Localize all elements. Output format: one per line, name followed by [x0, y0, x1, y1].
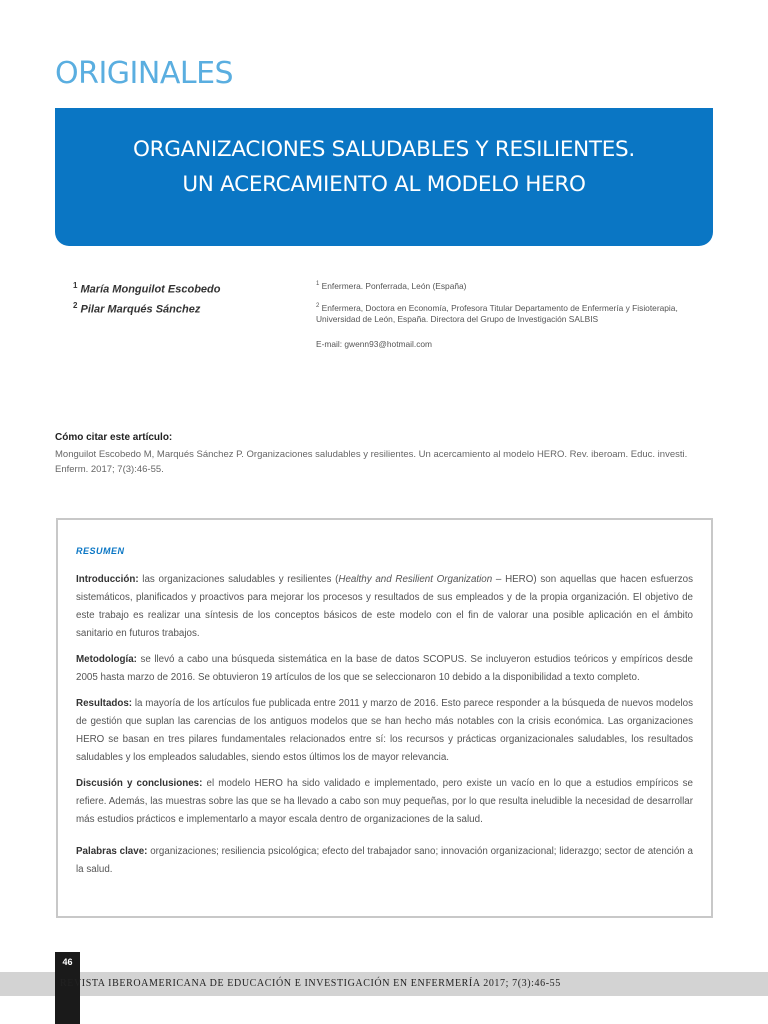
- affiliations: [316, 279, 716, 359]
- introduction-text-b: – HERO) son aquellas que hacen esfuerzos sistemáticos, planificados y proactivos para mejorar los procesos y resultados de sus empleados y de la propia organización. El objetivo de este trabajo es realizar una síntesis de los conceptos básicos de este modelo con el fin de valorar una posible aplicación en el ámbito sanitario en futuros trabajos.: [76, 574, 693, 639]
- keywords-text: organizaciones; resiliencia psicológica; efecto del trabajador sano; innovación organizacional; liderazgo; sector de atención a la salud.: [76, 846, 693, 875]
- results-label: Resultados:: [76, 698, 133, 709]
- author-email[interactable]: E-mail: gwenn93@hotmail.com: [316, 338, 433, 349]
- author-1: [73, 278, 220, 298]
- methodology-label: Metodología:: [76, 654, 137, 665]
- affiliation-2-sup: 2: [316, 302, 320, 309]
- affiliation-1-sup: 1: [316, 281, 320, 287]
- affiliation-1: [316, 279, 716, 292]
- abstract-results: [76, 695, 693, 767]
- citation-text: Monguilot Escobedo M, Marqués Sánchez P. Organizaciones saludables y resilientes. Un acercamiento al modelo HERO. Rev. iberoam. Educ. investi. Enferm. 2017; 7(3):46-55.: [55, 449, 688, 475]
- section-label: ORIGINALES: [55, 56, 234, 91]
- abstract-box: [56, 518, 713, 918]
- citation-block: [55, 432, 715, 477]
- introduction-text-italic: Healthy and Resilient Organization: [338, 574, 493, 585]
- author-2-sup: 2: [73, 300, 78, 310]
- article-title-line-1: ORGANIZACIONES SALUDABLES Y RESILIENTES.: [133, 137, 635, 162]
- abstract-keywords: [76, 843, 693, 879]
- keywords-label: Palabras clave:: [76, 846, 148, 857]
- author-2-name: Pilar Marqués Sánchez: [80, 303, 201, 316]
- footer-band: [0, 972, 768, 996]
- abstract-discussion: [76, 775, 693, 829]
- affiliation-2-text: Enfermera, Doctora en Economía, Profesora Titular Departamento de Enfermería y Fisioterapia, Universidad de León, España. Directora del Grupo de Investigación SALBIS: [316, 302, 678, 324]
- introduction-label: Introducción:: [76, 574, 139, 585]
- abstract-title: RESUMEN: [76, 546, 125, 556]
- affiliation-1-text: Enfermera. Ponferrada, León (España): [321, 280, 467, 291]
- article-title-banner: [55, 108, 713, 246]
- page-number: 46: [55, 952, 80, 972]
- introduction-text-a: las organizaciones saludables y resilientes (: [138, 574, 339, 585]
- author-2: [73, 298, 220, 318]
- page-number-tab-lower: [55, 996, 80, 1024]
- article-title-line-2: UN ACERCAMIENTO AL MODELO HERO: [182, 172, 586, 197]
- citation-title: Cómo citar este artículo:: [55, 432, 173, 443]
- methodology-text: se llevó a cabo una búsqueda sistemática en la base de datos SCOPUS. Se incluyeron estudios teóricos y empíricos desde 2005 hasta marzo de 2016. Se obtuvieron 19 artículos de los que se seleccionaron 10 debido a la disponibilidad a texto completo.: [76, 654, 693, 683]
- abstract-introduction: [76, 571, 693, 643]
- author-1-name: María Monguilot Escobedo: [80, 283, 221, 296]
- author-list: [73, 278, 220, 317]
- discussion-label: Discusión y conclusiones:: [76, 778, 203, 789]
- affiliation-2: [316, 301, 716, 325]
- abstract-methodology: [76, 651, 693, 687]
- journal-reference: REVISTA IBEROAMERICANA DE EDUCACIÓN E INVESTIGACIÓN EN ENFERMERÍA 2017; 7(3):46-55: [60, 978, 561, 989]
- author-1-sup: 1: [73, 281, 78, 290]
- results-text: la mayoría de los artículos fue publicada entre 2011 y marzo de 2016. Esto parece responder a la búsqueda de nuevos modelos de gestión que suplan las carencias de los antiguos modelos que se han hecho más notables con la crisis económica. Las organizaciones HERO se basan en tres pilares fundamentales relacionados entre sí: los recursos y prácticas organizacionales saludables, los resultados saludables y los empleados saludables, siendo estos últimos los de mayor relevancia.: [76, 698, 693, 763]
- discussion-text: el modelo HERO ha sido validado e implementado, pero existe un vacío en lo que a estudios empíricos se refiere. Además, las muestras sobre las que se ha llevado a cabo son muy pequeñas, por lo que resulta ineludible la necesidad de desarrollar más estudios prácticos e implementarlo a mayor escala dentro de organizaciones de la salud.: [76, 778, 693, 825]
